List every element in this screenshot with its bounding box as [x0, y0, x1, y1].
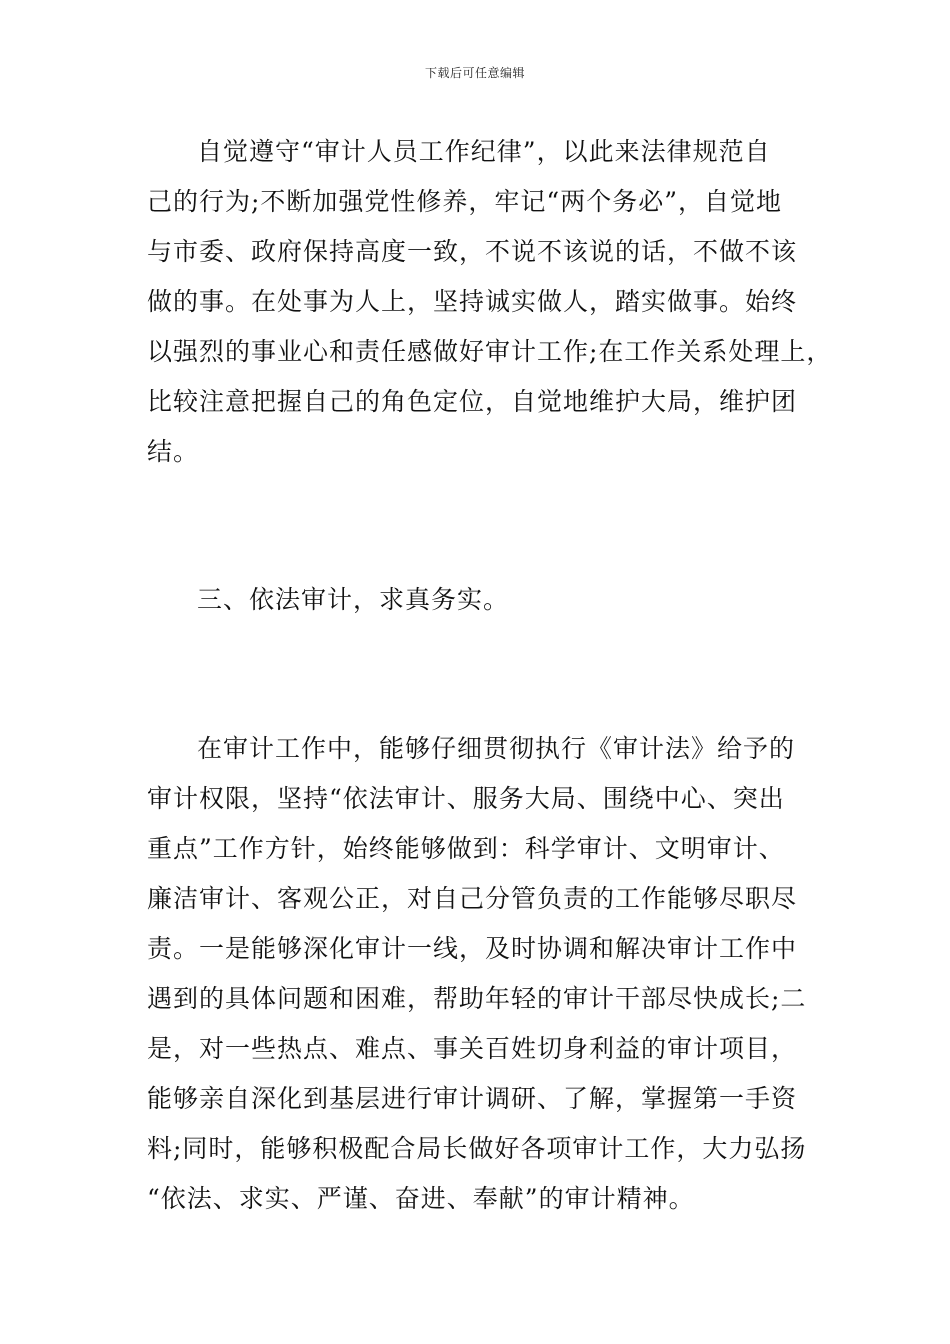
paragraph1-line-6: 比较注意把握自己的角色定位，自觉地维护大局，维护团: [147, 387, 798, 416]
paragraph1-line-3: 与市委、政府保持高度一致，不说不该说的话，不做不该: [147, 237, 798, 266]
section-heading: 三、依法审计，求真务实。: [197, 585, 510, 614]
paragraph2-line-7: 是，对一些热点、难点、事关百姓切身利益的审计项目，: [147, 1034, 798, 1063]
page-header: 下载后可任意编辑: [424, 66, 525, 80]
paragraph1-line-4: 做的事。在处事为人上，坚持诚实做人，踏实做事。始终: [147, 287, 798, 316]
paragraph2-line-10: “依法、求实、严谨、奋进、奉献”的审计精神。: [147, 1184, 695, 1213]
paragraph1-line-5: 以强烈的事业心和责任感做好审计工作;在工作关系处理上，: [147, 337, 833, 366]
paragraph2-line-4: 廉洁审计、客观公正，对自己分管负责的工作能够尽职尽: [147, 884, 798, 913]
paragraph2-line-5: 责。一是能够深化审计一线，及时协调和解决审计工作中: [147, 934, 798, 963]
paragraph2-line-9: 料;同时，能够积极配合局长做好各项审计工作，大力弘扬: [147, 1134, 807, 1163]
paragraph1-line-2: 己的行为;不断加强党性修养，牢记“两个务必”，自觉地: [147, 187, 782, 216]
paragraph2-line-6: 遇到的具体问题和困难，帮助年轻的审计干部尽快成长;二: [147, 984, 807, 1013]
paragraph1-line-1: 自觉遵守“审计人员工作纪律”，以此来法律规范自: [197, 137, 771, 166]
paragraph2-line-3: 重点”工作方针，始终能够做到：科学审计、文明审计、: [147, 834, 785, 863]
paragraph2-line-1: 在审计工作中，能够仔细贯彻执行《审计法》给予的: [197, 734, 796, 763]
paragraph2-line-2: 审计权限，坚持“依法审计、服务大局、围绕中心、突出: [147, 784, 785, 813]
paragraph1-line-7: 结。: [147, 437, 200, 466]
paragraph2-line-8: 能够亲自深化到基层进行审计调研、了解，掌握第一手资: [147, 1084, 798, 1113]
